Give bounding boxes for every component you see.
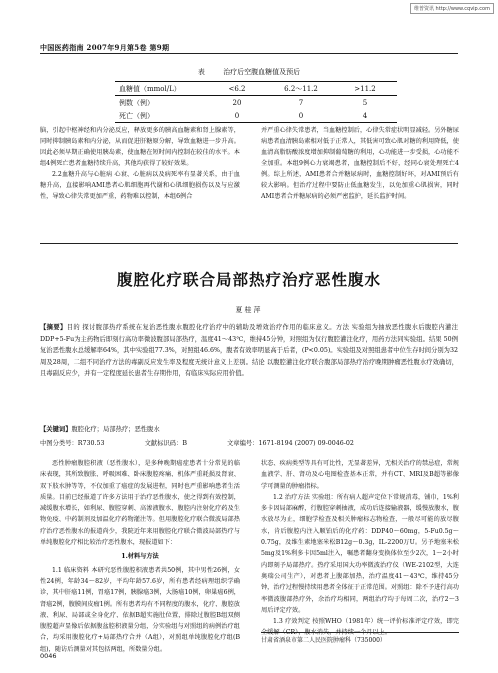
keywords-text: 腹腔化疗；局部热疗；恶性腹水 [71,426,160,433]
table-cell: 20 [232,98,242,107]
keywords [40,424,160,433]
document-code: 文献标识码：B [144,440,187,447]
journal-header: 中国医药指南 2007年9月第5卷 第9期 [40,43,170,52]
prev-article-right-column [261,125,459,202]
paragraph: 1.3 疗效判定 按照WHO（1981年）统一评价标准评定疗效，即完全缓解（CR），腹水消失，并持续一个月以上。 [261,618,459,637]
paragraph: 1.2 治疗方法 实验组：所有病人超声定位下常规消毒，铺巾，1%利多卡因局部麻醉，行腹腔穿刺抽液，成功后连接输液器，缓慢放腹水，腹水放尽为止，细胞学检查及相关肿瘤标志物检查，一般尽可能的放尽腹水，肯后腹腔内注入顺铂后的化疗药：DDP40～60mg，5-Fu0.5g～0.75g，及维生素地塞米松B12g～0.3g，IL-2200万U。另予地塞米松5mg及1%利多卡因5ml注入，嘱患者翻身变换体位至少2次，1～2小时内即刻予局部热疗。热疗采用国大功率微波治疗仪（WE-2102型，大连奥瑞公司生产），对患者上腹部加热，治疗温度41～43℃，维持45分钟，治疗过程慢持续用患者全体征于正常范围。对照组：除不予进行高功率微波腹部热疗外，余治疗均相同，两组治疗均于每周二次，治疗2～3周后评定疗效。 [261,493,459,614]
table-header-cell: 血糖值（mmol/L） [115,82,205,96]
body-left-column [40,458,240,655]
page-number: 0046 [40,652,57,660]
table-header-cell: 6.2～11.2 [269,82,333,96]
abstract-label: 【摘要】 [40,324,67,331]
author: 夏桂萍 [235,306,263,314]
keywords-label: 【关键词】 [40,426,72,433]
classification-line [40,438,458,447]
table-row-label: 死亡（例） [115,109,205,123]
table-header-cell: >11.2 [333,82,397,96]
table-cell: 4 [333,109,397,123]
section-divider [40,243,458,244]
paragraph: 并严重心律失常患者，当血糖控制后，心律失常症状明显减轻。另外糖尿病患者血清胰岛素相对低于正常人，其低害可致心肌对糖的利用降低，使血清高脂肪酸浓度增加抑制葡萄糖的利用，心功能进一步受损，心功能不全加重。本组9例心力衰竭患者，血糖控制后不好，经同心衰处理死亡4例。综上所述，AMI患者合并糖尿病时，血糖控制好坏，对AMI预后有较大影响。但治疗过程中要防止低血糖发生，以免加重心肌损害，同时AMI患者合并糖尿病的必须严密监护，延长监护时间。 [261,127,459,200]
section-heading: 1.材料与方法 [121,553,159,561]
table-cell: 5 [362,98,368,107]
paragraph: 状态、疾病类型等具有可比性，无显著差异，无相关治疗的禁忌症，常规血液学、肝、肾功及心电图检查基本正常，并有CT、MRI及B超等影像学可测量的肿瘤指标。 [261,460,459,490]
table-caption [0,67,498,77]
article-title: 腹腔化疗联合局部热疗治疗恶性腹水 [116,271,381,289]
paragraph: 恶性肿瘤腹腔积液（恶性腹水），是多种晚期癌症患者十分常见的临床表现，其所致腹胀、呼吸困难、卧床腹腔疼痛、机体严重耗损及肾衰、双下肢水肿等等，不仅加重了癌症的发展进程，同时也严重影响患者生活质量。目前已经报道了许多方法用于治疗恶性腹水，使之得到有效控制，减缓腹水增长，如利尿、腹腔穿刺、高渗液腹水、腹腔内注射化疗药及生物免疫、中药制剂及加温化疗药物灌注等。但用腹腔化疗联合微波局部热疗治疗恶性腹水的报道尚少，我院近年来用腹腔化疗联合微波局部热疗与单纯腹腔化疗相比较治疗恶性腹水，现报道如下： [40,460,240,547]
table-header-row [115,82,397,96]
clc-number: 中图分类号：R730.53 [40,440,105,447]
table-title: 治疗后空腹血糖值及预后 [223,68,301,76]
abstract [40,322,458,380]
table-header-cell: <6.2 [205,82,269,96]
paragraph: 脑，引起中枢神经和内分泌反应，释放更多的胰高血糖素和肾上腺素等，同时抑制胰岛素和内分泌，从而促进肝糖原分解，导致血糖进一步升高。因此必须早期正确使用胰岛素，使血糖在短时间内控制在较佳的水平。本组4例死亡患者血糖持续升高，其他均获得了较好效果。 [40,127,240,167]
table-cell: 0 [269,109,333,123]
watermark: 维普资讯 http://www.cqvip.com [410,3,494,14]
table-cell: 7 [298,98,304,107]
table-row-label: 例数（例） [119,98,154,107]
header-rule [40,53,458,54]
glucose-table [115,81,397,123]
paragraph: 2.2血糖升高与心脏病 心衰、心脏病以及病死率有显著关系，由于血糖升高，直接影响AMI患者心肌细胞再代谢和心肌细胞损伤以及与应激性，导致心律失常更加严重，药物难以控制，本组6例合 [40,171,240,200]
table-number: 表 [197,68,205,76]
body-right-column [261,458,459,639]
article-number: 文章编号：1671-8194 (2007) 09-0046-02 [226,440,354,447]
paragraph: 1.1 临床资料 本研究恶性腹腔积液患者共50例，其中男性26例，女性24例，年龄34～82岁，平均年龄57.6岁，所有患者经病理组织学确诊，其中肝癌11例，胃癌17例，胰腺癌3例，大肠癌10例，卵巢癌6例，肾癌2例，腹膜间皮瘤1例。所有患者均有不同程度的腹水，化疗、腹腔放液、利尿、局部或全身化疗、依据B超实施肚位置，排除过腹腔B组双侧腹腔超声显像后依据腹盆腔积液量分组，分实验组与对照组的病例治疗组合，均采用腹腔化疗+局部热疗合并（A组），对照组单纯腹腔化疗组(B组)，随访后测量对其包括两组，所数量分组。 [40,566,240,653]
table-row [115,96,397,110]
prev-article-left-column [40,125,240,202]
author-affiliation: 甘肃省酒泉市第二人民医院肿瘤科（735000） [261,632,459,644]
table-row [115,109,397,123]
table-cell: 0 [205,109,269,123]
abstract-text: 目的 探讨腹部热疗系统在复治恶性腹水腹腔化疗治疗中的辅助及增效治疗作用的临床意义。方法 实验组为抽放恶性腹水后腹腔内灌注DDP+5-Fu为主药物后即刻行高功率微波腹部局部热疗，温度41～43℃，维持45分钟，对照组为仅行腹腔灌注化疗，用药方法同实验组。结果 50例复治恶性腹水总缓解率64%，其中实验组77.3%，对照组46.6%，腹者有效率明显高于后者，(P<0.05)。实验组及对照组患者中位生存时间分别为32周及28周，二组不同治疗方法的毒副反应发生率及程度无统计意义上差别。结论 以腹腔灌注化疗联合腹部局部热疗治疗晚期肿瘤恶性腹水疗效确切，且毒副反应少，并有一定程度延长患者生存期作用，有临床实际应用价值。 [40,324,458,377]
